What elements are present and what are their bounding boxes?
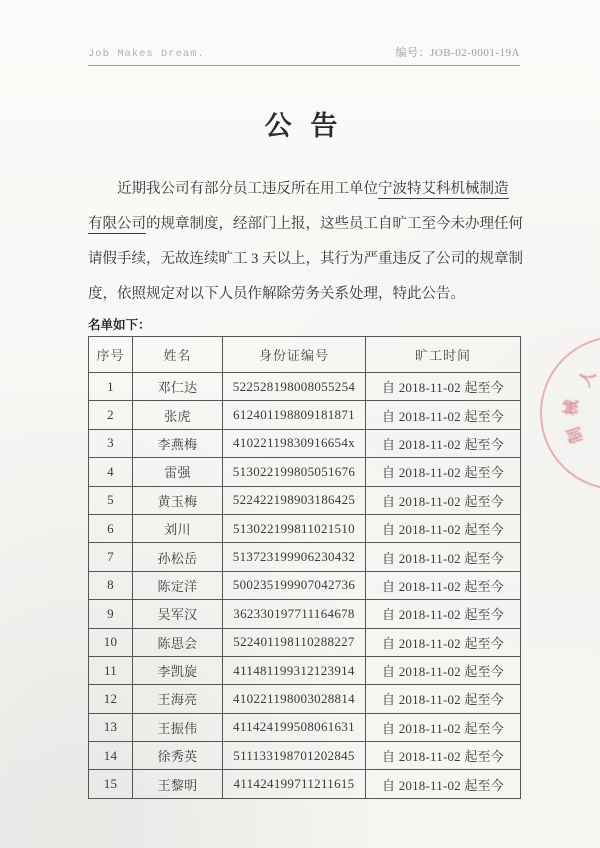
table-row [89,770,521,798]
col-header-absence-period: 旷工时间 [366,337,521,373]
id-card-number: 500235199907042736 [223,571,366,599]
employee-name: 黄玉梅 [133,486,223,514]
id-card-number: 522401198110288227 [223,628,366,656]
id-card-number: 410221198003028814 [223,685,366,713]
company-name-underlined: 有限公司 [88,216,146,232]
id-card-number: 513022199811021510 [223,514,366,542]
row-index: 11 [89,656,133,684]
row-index: 9 [89,600,133,628]
id-card-number: 522528198008055254 [223,373,366,401]
employee-name: 张虎 [133,401,223,429]
id-card-number: 513022199805051676 [223,458,366,486]
employee-name: 陈定洋 [133,571,223,599]
employee-name: 王振伟 [133,713,223,741]
col-header-name: 姓名 [133,337,223,373]
col-header-id-number: 身份证编号 [223,337,366,373]
row-index: 3 [89,429,133,457]
absence-period: 自 2018-11-02 起至今 [366,373,521,401]
employee-name: 陈思会 [133,628,223,656]
absence-period: 自 2018-11-02 起至今 [366,401,521,429]
announcement-body [88,172,523,312]
body-line-2 [88,207,523,242]
employee-name: 邓仁达 [133,373,223,401]
row-index: 6 [89,514,133,542]
row-index: 12 [89,685,133,713]
body-text-segment: 度，依照规定对以下人员作解除劳务关系处理，特此公告。 [88,286,465,302]
company-seal [540,336,600,490]
row-index: 5 [89,486,133,514]
table-row [89,628,521,656]
row-index: 13 [89,713,133,741]
body-text-segment: 近期我公司有部分员工违反所在用工单位 [117,181,378,197]
id-card-number: 411424199711211615 [223,770,366,798]
company-name-underlined: 宁波特艾科机械制造 [378,181,509,197]
id-card-number: 511133198701202845 [223,742,366,770]
row-index: 4 [89,458,133,486]
table-row [89,713,521,741]
id-card-number: 362330197711164678 [223,600,366,628]
col-header-index: 序号 [89,337,133,373]
body-line-1 [88,172,520,207]
table-row [89,373,521,401]
absence-period: 自 2018-11-02 起至今 [366,770,521,798]
body-text-segment: 的规章制度，经部门上报，这些员工自旷工至今未办理任何 [146,216,523,232]
absence-period: 自 2018-11-02 起至今 [366,486,521,514]
employee-name: 刘川 [133,514,223,542]
employee-name: 王海亮 [133,685,223,713]
absence-period: 自 2018-11-02 起至今 [366,458,521,486]
list-label: 名单如下： [88,318,151,332]
table-row [89,458,521,486]
page-header [88,44,520,66]
employee-name: 王黎明 [133,770,223,798]
employee-name: 李燕梅 [133,429,223,457]
absence-period: 自 2018-11-02 起至今 [366,656,521,684]
id-card-number: 411481199312123914 [223,656,366,684]
table-row [89,656,521,684]
row-index: 1 [89,373,133,401]
row-index: 2 [89,401,133,429]
table-row [89,543,521,571]
table-header-row [89,337,521,373]
absence-period: 自 2018-11-02 起至今 [366,543,521,571]
table-row [89,486,521,514]
body-line-4 [88,277,520,312]
row-index: 15 [89,770,133,798]
table-row [89,685,521,713]
body-line-3 [88,242,523,277]
seal-glyph: 人 [576,367,600,390]
table-row [89,514,521,542]
id-card-number: 612401198809181871 [223,401,366,429]
table-row [89,401,521,429]
employee-name: 李凯旋 [133,656,223,684]
id-card-number: 522422198903186425 [223,486,366,514]
employee-name: 吴军汉 [133,600,223,628]
id-card-number: 411424199508061631 [223,713,366,741]
row-index: 10 [89,628,133,656]
table-row [89,429,521,457]
absence-period: 自 2018-11-02 起至今 [366,713,521,741]
table-row [89,742,521,770]
absence-period: 自 2018-11-02 起至今 [366,514,521,542]
id-card-number: 513723199906230432 [223,543,366,571]
header-watermark: Job Makes Dream. [88,48,205,60]
employee-name: 雷强 [133,458,223,486]
absence-period: 自 2018-11-02 起至今 [366,742,521,770]
roster-table [88,336,521,799]
seal-glyph: 械 [562,399,582,417]
announcement-document [88,44,523,799]
doc-number: 编号：JOB-02-0001-19A [395,47,520,59]
absence-period: 自 2018-11-02 起至今 [366,429,521,457]
seal-glyph: 制 [565,424,587,446]
row-index: 7 [89,543,133,571]
table-row [89,571,521,599]
table-row [89,600,521,628]
row-index: 8 [89,571,133,599]
body-text-segment: 请假手续，无故连续旷工 3 天以上，其行为严重违反了公司的规章制 [88,251,523,267]
absence-period: 自 2018-11-02 起至今 [366,600,521,628]
id-card-number: 41022119830916654x [223,429,366,457]
absence-period: 自 2018-11-02 起至今 [366,628,521,656]
absence-period: 自 2018-11-02 起至今 [366,571,521,599]
absence-period: 自 2018-11-02 起至今 [366,685,521,713]
employee-name: 孙松岳 [133,543,223,571]
page-title: 公 告 [264,111,344,141]
row-index: 14 [89,742,133,770]
roster-table-body [89,373,521,799]
employee-name: 徐秀英 [133,742,223,770]
